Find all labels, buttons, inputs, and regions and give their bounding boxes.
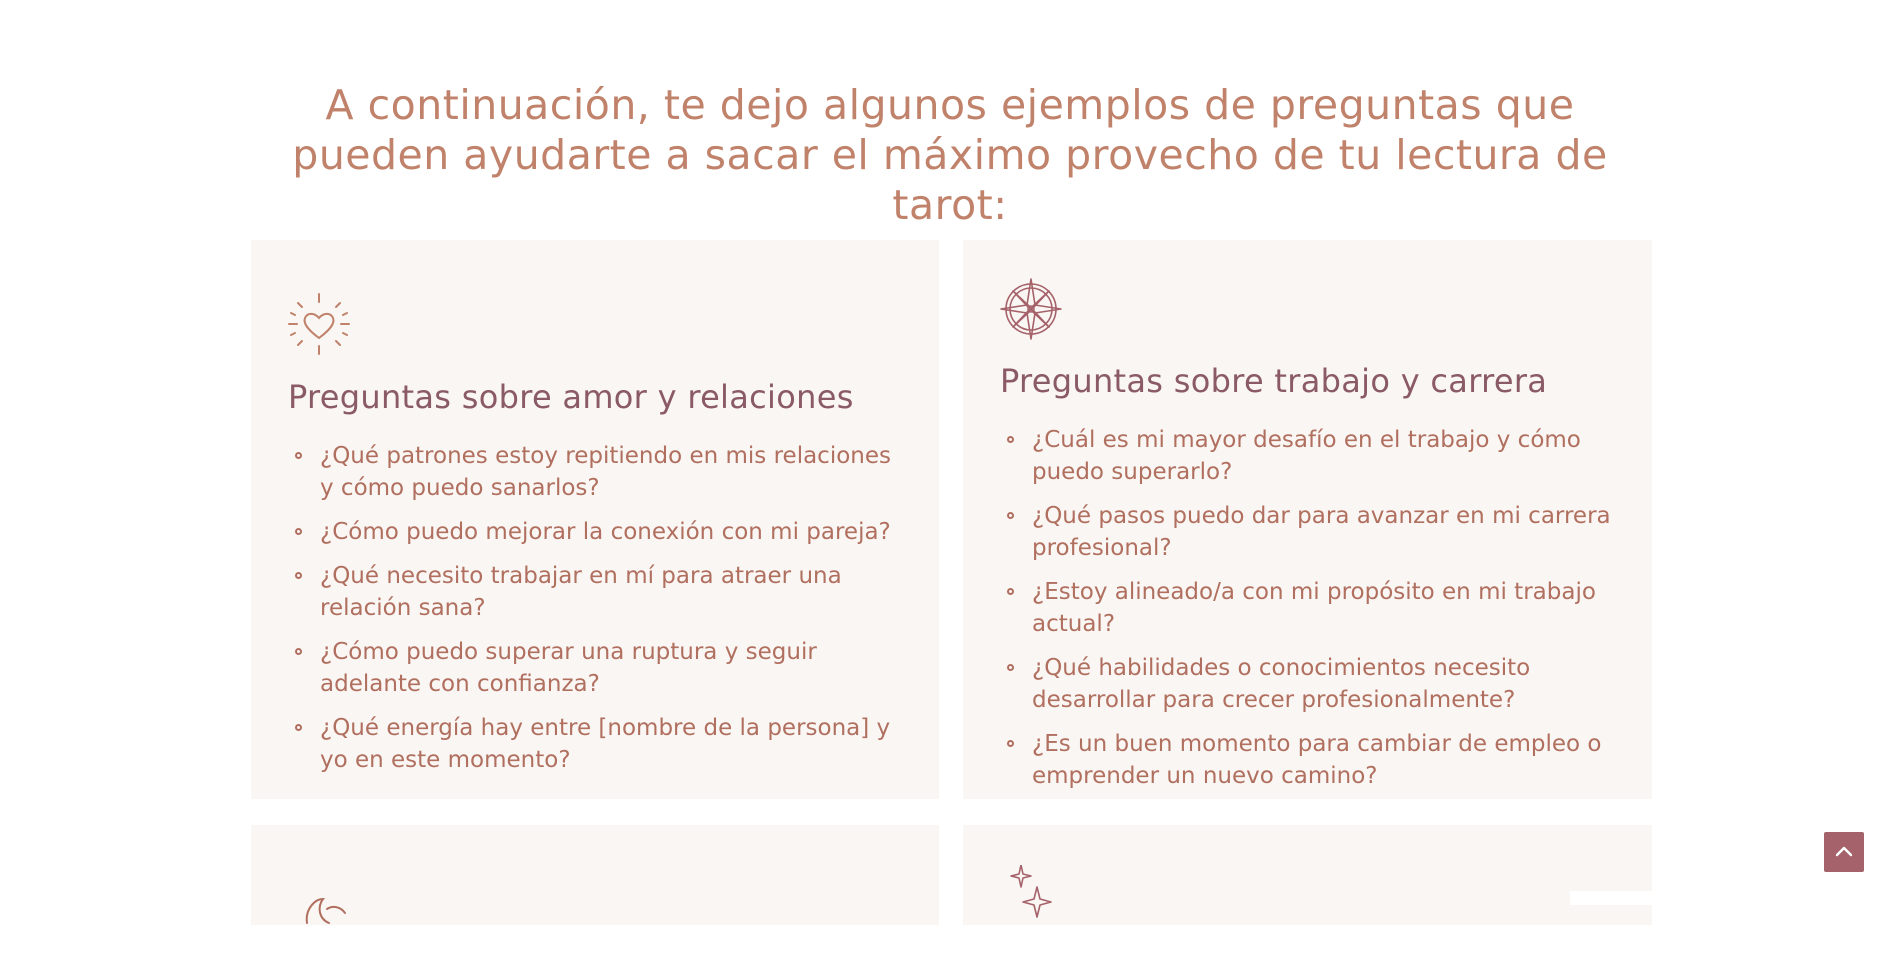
list-item xyxy=(1003,500,1615,564)
bullet-icon xyxy=(1007,740,1014,747)
bullet-icon xyxy=(295,572,302,579)
list-item xyxy=(291,440,903,504)
question-text: ¿Qué pasos puedo dar para avanzar en mi carrera profesional? xyxy=(1032,503,1611,561)
question-text: ¿Estoy alineado/a con mi propósito en mi trabajo actual? xyxy=(1032,579,1596,637)
compass-rose-icon xyxy=(999,277,1063,341)
moon-icon xyxy=(297,893,361,957)
sun-heart-icon xyxy=(287,292,351,356)
bullet-icon xyxy=(295,648,302,655)
question-text: ¿Qué patrones estoy repitiendo en mis relaciones y cómo puedo sanarlos? xyxy=(320,443,891,501)
bullet-icon xyxy=(295,724,302,731)
card-work-career xyxy=(963,240,1652,799)
question-text: ¿Qué energía hay entre [nombre de la persona] y yo en este momento? xyxy=(320,715,891,773)
card-title: Preguntas sobre trabajo y carrera xyxy=(1000,362,1548,400)
list-item xyxy=(1003,576,1615,640)
card-4 xyxy=(963,825,1652,925)
list-item xyxy=(291,516,903,548)
question-text: ¿Cómo puedo mejorar la conexión con mi pareja? xyxy=(320,519,891,545)
list-item xyxy=(1003,728,1615,792)
list-item xyxy=(1003,652,1615,716)
question-list xyxy=(1003,424,1615,804)
question-text: ¿Qué habilidades o conocimientos necesito desarrollar para crecer profesionalmente? xyxy=(1032,655,1531,713)
list-item xyxy=(291,560,903,624)
card-3 xyxy=(251,825,939,925)
page-edge-tab xyxy=(1570,891,1652,905)
chevron-up-icon xyxy=(1834,842,1854,862)
sparkles-icon xyxy=(1007,865,1071,929)
question-list xyxy=(291,440,903,788)
bullet-icon xyxy=(295,528,302,535)
bullet-icon xyxy=(295,452,302,459)
bullet-icon xyxy=(1007,664,1014,671)
list-item xyxy=(291,712,903,776)
bullet-icon xyxy=(1007,512,1014,519)
list-item xyxy=(1003,424,1615,488)
question-text: ¿Qué necesito trabajar en mí para atraer una relación sana? xyxy=(320,563,842,621)
question-text: ¿Es un buen momento para cambiar de empleo o emprender un nuevo camino? xyxy=(1032,731,1602,789)
card-love-relationships xyxy=(251,240,939,799)
question-text: ¿Cómo puedo superar una ruptura y seguir adelante con confianza? xyxy=(320,639,817,697)
bullet-icon xyxy=(1007,588,1014,595)
bullet-icon xyxy=(1007,436,1014,443)
question-text: ¿Cuál es mi mayor desafío en el trabajo y cómo puedo superarlo? xyxy=(1032,427,1581,485)
section-heading: A continuación, te dejo algunos ejemplos de preguntas que pueden ayudarte a sacar el máximo provecho de tu lectura de tarot: xyxy=(292,81,1608,229)
scroll-to-top-button[interactable] xyxy=(1824,832,1864,872)
card-title: Preguntas sobre amor y relaciones xyxy=(288,378,854,416)
list-item xyxy=(291,636,903,700)
